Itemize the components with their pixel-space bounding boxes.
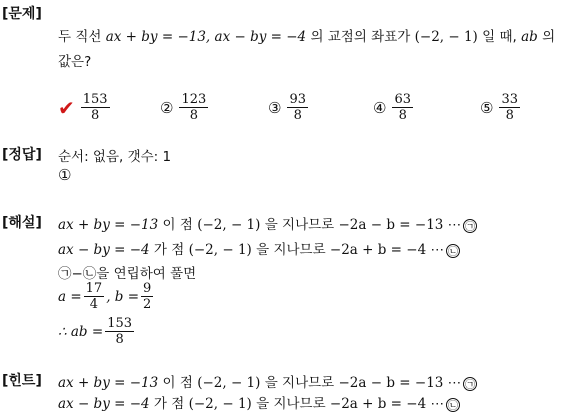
choice-1[interactable] [58, 92, 112, 123]
explanation-line-1: ax + by = −13 이 점 (−2, − 1) 을 지나므로 −2a − b = −13 ⋯ ㉠ [58, 217, 476, 233]
choice-4-marker: ④ [373, 98, 387, 117]
choice-3[interactable] [268, 92, 310, 123]
a-value-fraction: $\frac{17}{4}$ [85, 281, 103, 312]
problem-line-2: 값은? [58, 54, 92, 70]
hint-line-2: ax − by = −4 가 점 (−2, − 1) 을 지나므로 −2a + b = −4 ⋯ ㉡ [58, 396, 458, 412]
explanation-header: [해설] [2, 215, 42, 231]
answer-meta: 순서: 없음, 갯수: 1 [58, 149, 172, 165]
tag-1-icon: ㉠ [463, 219, 477, 233]
target-expression: ab [521, 29, 538, 45]
equation-1: ax + by = −13, [105, 29, 211, 45]
b-value-fraction: $\frac{9}{2}$ [143, 281, 152, 312]
choice-5-fraction: $\frac{33}{8}$ [501, 92, 518, 123]
intersection-point: (−2, − 1) [414, 29, 478, 45]
choice-3-fraction: $\frac{93}{8}$ [289, 92, 306, 123]
choice-2[interactable] [160, 92, 210, 123]
hint-line-1: ax + by = −13 이 점 (−2, − 1) 을 지나므로 −2a − b = −13 ⋯ ㉠ [58, 375, 476, 391]
explanation-result: ∴ ab = $\frac{153}{8}$ [58, 316, 133, 347]
problem-header: [문제] [2, 6, 42, 22]
hint-tag-2-icon: ㉡ [446, 398, 460, 412]
equation-2: ax − by = −4 [214, 29, 307, 45]
explanation-line-2: ax − by = −4 가 점 (−2, − 1) 을 지나므로 −2a + b = −4 ⋯ ㉡ [58, 242, 458, 258]
choice-4-fraction: $\frac{63}{8}$ [394, 92, 411, 123]
explanation-solution: a = $\frac{17}{4}$ , b = $\frac{9}{2}$ [58, 281, 152, 312]
choice-1-fraction: $\frac{153}{8}$ [82, 92, 108, 123]
answer-header: [정답] [2, 147, 42, 163]
explanation-line-3: ㉠−㉡을 연립하여 풀면 [58, 266, 197, 282]
choice-4[interactable] [373, 92, 415, 123]
hint-header: [힌트] [2, 373, 42, 389]
answer-value: ① [58, 166, 72, 184]
choice-3-marker: ③ [268, 98, 282, 117]
choice-2-marker: ② [160, 98, 174, 117]
checkmark-icon: ✔ [58, 95, 75, 120]
hint-tag-1-icon: ㉠ [463, 377, 477, 391]
tag-2-icon: ㉡ [446, 244, 460, 258]
choice-5-marker: ⑤ [480, 98, 494, 117]
choice-5[interactable] [480, 92, 522, 123]
ab-value-fraction: $\frac{153}{8}$ [107, 316, 133, 347]
choice-2-fraction: $\frac{123}{8}$ [181, 92, 207, 123]
problem-line-1: 두 직선 ax + by = −13, ax − by = −4 의 교점의 좌표가 (−2, − 1) 일 때, ab 의 [58, 29, 556, 45]
